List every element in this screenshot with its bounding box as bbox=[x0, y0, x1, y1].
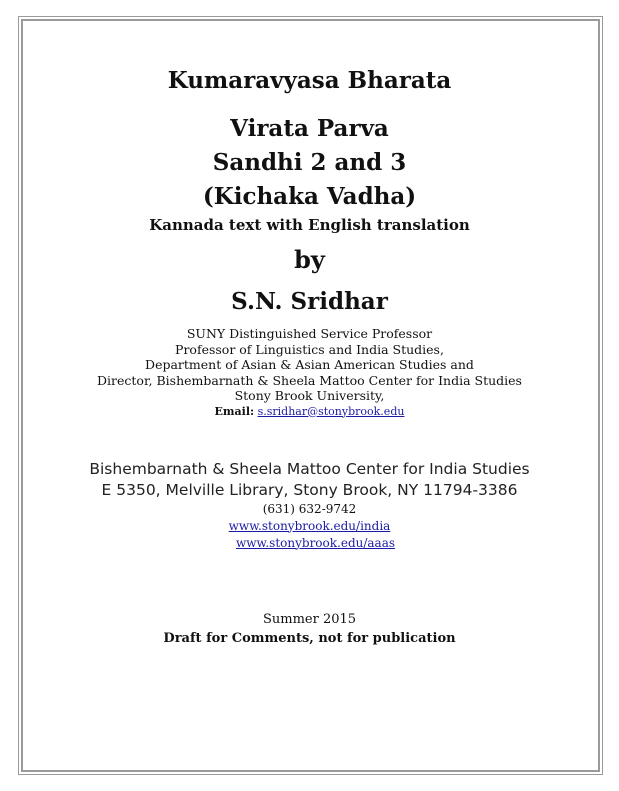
author-name: S.N. Sridhar bbox=[231, 288, 388, 315]
email-row bbox=[28, 404, 591, 419]
sandhi-title: Sandhi 2 and 3 bbox=[212, 149, 407, 176]
title-page bbox=[28, 64, 591, 648]
center-name: Bishembarnath & Sheela Mattoo Center for India Studies bbox=[89, 459, 530, 478]
author-affiliation bbox=[28, 326, 591, 419]
draft-note: Draft for Comments, not for publication bbox=[163, 630, 456, 646]
center-info bbox=[28, 459, 591, 552]
affiliation-line: Stony Brook University, bbox=[234, 388, 385, 403]
episode-title: (Kichaka Vadha) bbox=[202, 183, 417, 210]
by-label: by bbox=[294, 245, 325, 274]
affiliation-line: Professor of Linguistics and India Studies, bbox=[175, 341, 444, 357]
affiliation-line: Department of Asian & Asian American Studies and bbox=[145, 357, 474, 372]
title-spacer bbox=[28, 98, 591, 112]
parva-title: Virata Parva bbox=[230, 115, 389, 142]
publication-date: Summer 2015 bbox=[262, 611, 357, 627]
date-block bbox=[28, 610, 591, 648]
email-link[interactable]: s.sridhar@stonybrook.edu bbox=[257, 404, 405, 418]
email-label: Email: bbox=[214, 404, 255, 418]
affiliation-line: SUNY Distinguished Service Professor bbox=[186, 326, 433, 341]
affiliation-line: Director, Bishembarnath & Sheela Mattoo Center for India Studies bbox=[97, 372, 522, 388]
subtitle: Kannada text with English translation bbox=[149, 216, 470, 234]
center-phone: (631) 632-9742 bbox=[262, 501, 357, 516]
website-link-aaas[interactable]: www.stonybrook.edu/aaas bbox=[235, 535, 396, 550]
center-address: E 5350, Melville Library, Stony Brook, NY 11794-3386 bbox=[101, 480, 518, 499]
book-title: Kumaravyasa Bharata bbox=[167, 67, 452, 94]
website-link-india[interactable]: www.stonybrook.edu/india bbox=[228, 518, 391, 533]
